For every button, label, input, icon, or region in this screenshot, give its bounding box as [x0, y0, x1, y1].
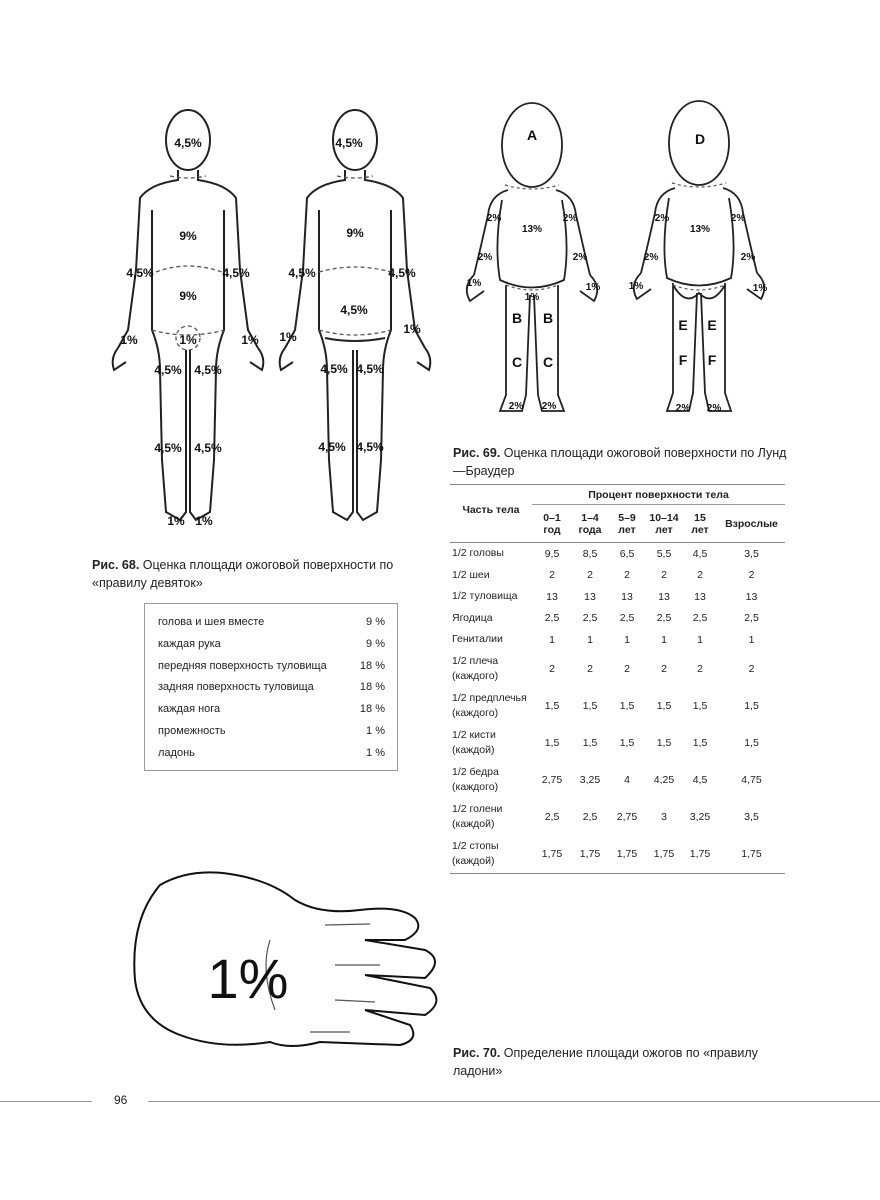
- front-right-thigh-label: 4,5%: [194, 363, 222, 377]
- table-cell: 2,75: [541, 774, 563, 786]
- fig69-caption: [453, 444, 788, 480]
- front-right-foot-label: 1%: [195, 514, 213, 528]
- footer-rule-left: [0, 1101, 92, 1102]
- row-part-line: 1/2 голени: [452, 803, 503, 815]
- age-col-line: 10–14: [649, 511, 679, 524]
- table-cell: 3,25: [689, 811, 711, 823]
- back-left-foot-pct: 2%: [675, 403, 691, 414]
- row-part-line: (каждого): [452, 707, 499, 719]
- table-cell: 2: [661, 569, 667, 582]
- back-right-hand-pct: 1%: [752, 283, 768, 294]
- back-left-hand-label: 1%: [279, 330, 297, 344]
- table-cell: 13: [584, 590, 596, 603]
- age-col-4: [682, 505, 718, 543]
- footer-rule-right: [148, 1101, 880, 1102]
- palm-percent-label: 1%: [207, 947, 289, 1010]
- table-cell: 2,5: [656, 612, 672, 625]
- row-part-line: (каждого): [452, 670, 499, 682]
- back-right-forearm-pct: 2%: [740, 252, 756, 263]
- table-cell: 2: [624, 663, 630, 675]
- table-cell: 2,5: [619, 612, 635, 625]
- age-col-line: 0–1: [543, 511, 561, 524]
- row-part-name: [450, 688, 532, 725]
- fig68-caption-number: Рис. 68.: [92, 558, 140, 572]
- table-cell: 2,75: [616, 811, 638, 823]
- lund-browder-table-body: [450, 543, 785, 874]
- row-part-line: 1/2 головы: [452, 547, 504, 560]
- lund-browder-figure: [450, 95, 785, 430]
- row-part-line: 1/2 кисти: [452, 729, 496, 741]
- row-part-line: 1/2 туловища: [452, 590, 518, 603]
- age-col-3: [646, 505, 682, 543]
- back-right-arm-label: 4,5%: [388, 266, 416, 280]
- row-part-name: [450, 543, 532, 565]
- table-cell: 2,5: [582, 811, 598, 823]
- rule-part: каждая рука: [158, 637, 221, 650]
- table-cell: 2: [549, 663, 555, 675]
- table-cell: 1,5: [692, 737, 708, 749]
- table-cell: 3,5: [744, 547, 759, 560]
- age-col-line: года: [578, 523, 602, 536]
- table-cell: 13: [745, 590, 758, 603]
- table-cell: 4,5: [692, 774, 708, 786]
- table-cell: 1,5: [619, 700, 635, 712]
- back-left-hand-pct: 1%: [628, 281, 644, 292]
- table-cell: 2,5: [744, 612, 759, 625]
- front-left-arm-label: 4,5%: [126, 266, 154, 280]
- region-f-right-label: F: [707, 352, 717, 368]
- table-cell: 2,5: [544, 612, 560, 625]
- row-part-line: (каждой): [452, 818, 495, 830]
- rule-row: [158, 699, 385, 721]
- table-row: [450, 836, 785, 874]
- table-cell: 4,5: [692, 547, 708, 560]
- region-e-left-label: E: [678, 317, 688, 333]
- table-row: [450, 651, 785, 688]
- fig69-caption-number: Рис. 69.: [453, 446, 501, 460]
- rule-part: задняя поверхность туловища: [158, 681, 314, 694]
- rule-pct: 18 %: [359, 659, 385, 672]
- front-upper-trunk-label: 9%: [179, 229, 197, 243]
- age-col-line: лет: [655, 523, 673, 536]
- age-col-line: 5–9: [618, 511, 636, 524]
- front-lower-trunk-label: 9%: [179, 289, 197, 303]
- table-cell: 3: [661, 811, 667, 823]
- table-cell: 1,75: [741, 848, 762, 860]
- col-header-group: Процент поверхности тела: [532, 485, 785, 505]
- table-row: [450, 762, 785, 799]
- table-row: [450, 725, 785, 762]
- front-right-hand-pct: 1%: [585, 282, 601, 293]
- table-cell: 2: [748, 663, 755, 675]
- table-cell: 1,5: [692, 700, 708, 712]
- table-cell: 13: [546, 590, 558, 603]
- region-c-right-label: C: [542, 354, 554, 370]
- table-cell: 13: [658, 590, 670, 603]
- row-part-line: (каждого): [452, 781, 499, 793]
- table-cell: 1,75: [541, 848, 563, 860]
- rule-row: [158, 634, 385, 656]
- table-row: [450, 799, 785, 836]
- region-d-label: D: [694, 131, 706, 147]
- table-cell: 1: [748, 633, 755, 646]
- front-left-hand-pct: 1%: [466, 278, 482, 289]
- row-part-line: 1/2 плеча: [452, 655, 499, 667]
- table-cell: 1,75: [616, 848, 638, 860]
- table-cell: 2,5: [544, 811, 560, 823]
- back-left-arm-label: 4,5%: [288, 266, 316, 280]
- table-cell: 1,5: [744, 737, 759, 749]
- front-right-upper-arm-pct: 2%: [562, 213, 578, 224]
- front-left-leg-label: 4,5%: [154, 441, 182, 455]
- table-row: [450, 543, 785, 565]
- region-a-label: A: [526, 127, 538, 143]
- fig68-caption: [92, 556, 427, 592]
- row-part-line: (каждой): [452, 744, 495, 756]
- fig70-caption-text: Определение площади ожогов по «правилу ладони»: [453, 1046, 758, 1078]
- back-left-forearm-pct: 2%: [643, 252, 659, 263]
- rule-pct: 18 %: [359, 681, 385, 694]
- row-part-name: [450, 629, 532, 651]
- front-right-arm-label: 4,5%: [222, 266, 250, 280]
- row-part-name: [450, 651, 532, 688]
- table-cell: 3,5: [744, 811, 759, 823]
- row-part-line: Ягодица: [452, 611, 493, 624]
- back-head-label: 4,5%: [335, 136, 363, 150]
- region-b-right-label: B: [542, 310, 554, 326]
- page-number: 96: [114, 1093, 128, 1107]
- rule-pct: 1 %: [366, 724, 385, 737]
- age-col-5: [718, 505, 785, 543]
- table-cell: 1: [661, 633, 667, 646]
- front-right-foot-pct: 2%: [541, 401, 557, 412]
- rule-row: [158, 721, 385, 743]
- region-f-left-label: F: [678, 352, 688, 368]
- table-row: [450, 608, 785, 630]
- col-header-part: Часть тела: [462, 503, 520, 516]
- lund-browder-table: [450, 484, 785, 874]
- age-col-0: [532, 505, 572, 543]
- rule-row: [158, 656, 385, 678]
- fig69-caption-text: Оценка площади ожоговой поверхности по Лунд—Браудер: [453, 446, 787, 478]
- back-right-upper-arm-pct: 2%: [730, 213, 746, 224]
- rule-pct: 9 %: [366, 637, 385, 650]
- row-part-line: 1/2 шеи: [452, 568, 490, 581]
- age-col-line: 15: [694, 511, 706, 524]
- table-cell: 1,5: [656, 700, 672, 712]
- age-col-line: год: [543, 523, 561, 536]
- rule-of-palm-figure: [120, 860, 455, 1060]
- row-part-line: 1/2 предплечья: [452, 692, 527, 704]
- rule-part: голова и шея вместе: [158, 616, 265, 628]
- back-right-foot-pct: 2%: [706, 403, 722, 414]
- age-col-2: [608, 505, 646, 543]
- table-cell: 1,75: [653, 848, 675, 860]
- rule-of-nines-figure: [100, 100, 445, 540]
- row-part-name: [450, 762, 532, 799]
- row-part-line: 1/2 стопы: [452, 840, 499, 852]
- age-col-line: 1–4: [581, 511, 599, 524]
- rule-part: каждая нога: [158, 703, 221, 716]
- table-cell: 2,5: [692, 612, 708, 625]
- table-cell: 4: [624, 774, 630, 786]
- rule-part: ладонь: [158, 746, 195, 759]
- row-part-name: [450, 608, 532, 630]
- region-c-left-label: C: [511, 354, 523, 370]
- fig70-caption-number: Рис. 70.: [453, 1046, 501, 1060]
- rule-row: [158, 743, 385, 765]
- table-cell: 1,5: [656, 737, 672, 749]
- row-part-line: 1/2 бедра: [452, 766, 499, 778]
- table-cell: 2: [587, 663, 593, 675]
- table-cell: 9,5: [544, 547, 560, 560]
- front-right-hand-label: 1%: [241, 333, 259, 347]
- front-left-hand-label: 1%: [120, 333, 138, 347]
- table-cell: 2: [549, 569, 555, 582]
- table-cell: 1: [587, 633, 593, 646]
- rule-of-nines-box: [144, 603, 398, 771]
- back-left-thigh-label: 4,5%: [320, 362, 348, 376]
- table-cell: 4,75: [741, 774, 762, 786]
- table-cell: 1,5: [582, 700, 598, 712]
- back-right-thigh-label: 4,5%: [356, 362, 384, 376]
- fig70-caption: [453, 1044, 793, 1080]
- table-cell: 8,5: [582, 547, 598, 560]
- row-part-line: Гениталии: [452, 633, 503, 646]
- front-right-forearm-pct: 2%: [572, 252, 588, 263]
- row-part-name: [450, 799, 532, 836]
- front-groin-label: 1%: [179, 333, 197, 347]
- front-trunk-pct: 13%: [521, 224, 543, 235]
- table-cell: 13: [694, 590, 706, 603]
- rule-pct: 9 %: [366, 616, 385, 628]
- table-cell: 2: [624, 569, 630, 582]
- table-cell: 1,75: [579, 848, 601, 860]
- table-cell: 4,25: [653, 774, 675, 786]
- front-left-foot-label: 1%: [167, 514, 185, 528]
- table-cell: 1,5: [544, 737, 560, 749]
- table-cell: 1: [697, 633, 703, 646]
- table-cell: 13: [621, 590, 633, 603]
- row-part-line: (каждой): [452, 855, 495, 867]
- table-cell: 2: [587, 569, 593, 582]
- age-col-line: лет: [618, 523, 636, 536]
- table-row: [450, 629, 785, 651]
- region-b-left-label: B: [511, 310, 523, 326]
- rule-part: передняя поверхность туловища: [158, 659, 327, 672]
- rule-row: [158, 677, 385, 699]
- back-right-hand-label: 1%: [403, 322, 421, 336]
- front-left-upper-arm-pct: 2%: [486, 213, 502, 224]
- back-trunk-pct: 13%: [689, 224, 711, 235]
- row-part-name: [450, 565, 532, 587]
- table-row: [450, 586, 785, 608]
- table-row: [450, 688, 785, 725]
- table-cell: 5,5: [656, 547, 672, 560]
- table-cell: 2: [697, 569, 703, 582]
- front-head-label: 4,5%: [174, 136, 202, 150]
- table-cell: 1: [549, 633, 555, 646]
- back-left-leg-label: 4,5%: [318, 440, 346, 454]
- table-cell: 1,5: [619, 737, 635, 749]
- front-genital-pct: 1%: [524, 292, 540, 303]
- table-cell: 1,75: [689, 848, 711, 860]
- region-e-right-label: E: [707, 317, 717, 333]
- front-left-foot-pct: 2%: [508, 401, 524, 412]
- back-right-leg-label: 4,5%: [356, 440, 384, 454]
- row-part-name: [450, 836, 532, 874]
- table-row: [450, 565, 785, 587]
- back-lower-trunk-label: 4,5%: [340, 303, 368, 317]
- table-cell: 1,5: [582, 737, 598, 749]
- age-col-line: лет: [691, 523, 709, 536]
- table-cell: 2: [748, 569, 755, 582]
- table-cell: 6,5: [619, 547, 635, 560]
- table-cell: 2,5: [582, 612, 598, 625]
- row-part-name: [450, 586, 532, 608]
- back-left-upper-arm-pct: 2%: [654, 213, 670, 224]
- front-left-thigh-label: 4,5%: [154, 363, 182, 377]
- age-col-line: Взрослые: [725, 517, 778, 530]
- front-right-leg-label: 4,5%: [194, 441, 222, 455]
- table-cell: 2: [661, 663, 667, 675]
- front-left-forearm-pct: 2%: [477, 252, 493, 263]
- row-part-name: [450, 725, 532, 762]
- age-col-1: [572, 505, 608, 543]
- rule-row: [158, 612, 385, 634]
- rule-part: промежность: [158, 724, 226, 737]
- table-cell: 3,25: [579, 774, 601, 786]
- table-cell: 1,5: [744, 700, 759, 712]
- table-cell: 1: [624, 633, 630, 646]
- table-cell: 2: [697, 663, 703, 675]
- rule-pct: 18 %: [359, 703, 385, 716]
- back-upper-trunk-label: 9%: [346, 226, 364, 240]
- rule-pct: 1 %: [366, 746, 385, 759]
- fig68-caption-text: Оценка площади ожоговой поверхности по «правилу девяток»: [92, 558, 394, 590]
- table-cell: 1,5: [544, 700, 560, 712]
